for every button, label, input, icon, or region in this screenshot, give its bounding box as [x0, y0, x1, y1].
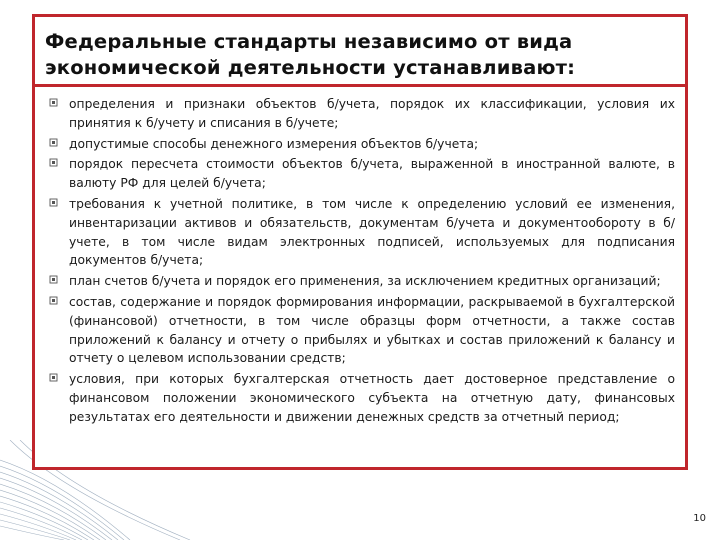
bullet-item: [49, 370, 675, 426]
square-bullet-icon: [49, 158, 59, 168]
bullet-text: требования к учетной политике, в том числе к определению условий ее изменения, инвентаризации активов и обязательств, документам б/учета и документообороту в б/учете, в том числе видам электронных подписей, используемых для подписания документов б/учета;: [69, 196, 675, 268]
title-box: [35, 17, 685, 87]
square-bullet-icon: [49, 296, 59, 306]
bullet-item: [49, 293, 675, 368]
bullet-item: [49, 195, 675, 270]
square-bullet-icon: [49, 373, 59, 383]
bullet-item: [49, 95, 675, 133]
bullet-text: план счетов б/учета и порядок его применения, за исключением кредитных организаций;: [69, 274, 661, 289]
square-bullet-icon: [49, 98, 59, 108]
bullet-item: [49, 155, 675, 193]
bullet-text: условия, при которых бухгалтерская отчетность дает достоверное представление о финансовом положении экономического субъекта на отчетную дату, финансовых результатах его деятельности и движении денежных средств за отчетный период;: [69, 372, 675, 424]
bullet-text: допустимые способы денежного измерения объектов б/учета;: [69, 136, 479, 151]
square-bullet-icon: [49, 138, 59, 148]
bullet-text: состав, содержание и порядок формирования информации, раскрываемой в бухгалтерской (финансовой) отчетности, в том числе образцы форм отчетности, а также состав приложений к балансу и отчету о прибылях и убытках и состав приложений к балансу и отчету о целевом использовании средств;: [69, 294, 675, 366]
bullet-item: [49, 135, 675, 154]
square-bullet-icon: [49, 198, 59, 208]
square-bullet-icon: [49, 275, 59, 285]
bullet-item: [49, 272, 675, 291]
content-frame: [32, 14, 688, 470]
bullet-text: порядок пересчета стоимости объектов б/учета, выраженной в иностранной валюте, в валюту РФ для целей б/учета;: [69, 157, 675, 191]
slide-title: Федеральные стандарты независимо от вида экономической деятельности устанавливают:: [45, 30, 576, 79]
bullet-text: определения и признаки объектов б/учета, порядок их классификации, условия их принятия к б/учету и списания в б/учете;: [69, 97, 675, 130]
bullet-list: [49, 95, 675, 427]
slide-content: [35, 89, 685, 429]
page-number: 10: [693, 513, 706, 524]
